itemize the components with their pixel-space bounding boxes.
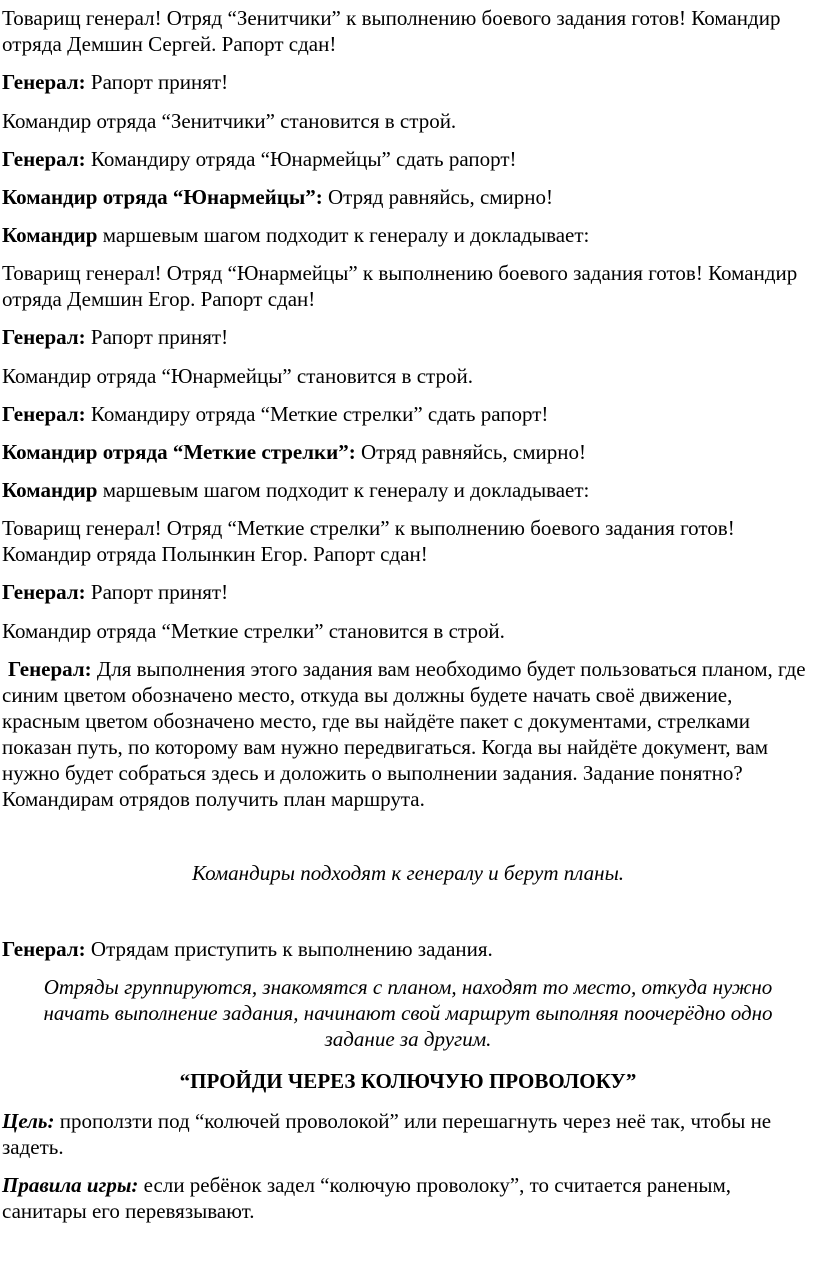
commander-command-2 <box>2 439 814 465</box>
speech-text: Командиру отряда “Юнармейцы” сдать рапорт! <box>85 147 517 171</box>
stage-direction-3: Командир отряда “Меткие стрелки” становится в строй. <box>2 619 505 643</box>
general-order-2 <box>2 401 814 427</box>
speaker-label: Генерал: <box>2 402 86 426</box>
speech-text: маршевым шагом подходит к генералу и докладывает: <box>97 223 590 247</box>
report-metkie-strelki: Товарищ генерал! Отряд “Меткие стрелки” к выполнению боевого задания готов! Командир отряда Полынкин Егор. Рапорт сдан! <box>2 516 735 566</box>
speaker-label: Командир <box>2 223 98 247</box>
goal-text: проползти под “колючей проволокой” или перешагнуть через неё так, чтобы не задеть. <box>2 1109 772 1159</box>
stage-direction-5: Отряды группируются, знакомятся с планом, находят то место, откуда нужно начать выполнение задания, начинают свой маршрут выполняя поочерёдно одно задание за другим. <box>43 975 773 1051</box>
speech-text: Рапорт принят! <box>85 70 229 94</box>
general-instructions <box>2 656 814 812</box>
speech-text: Отрядам приступить к выполнению задания. <box>85 937 493 961</box>
speaker-label: Генерал: <box>2 147 86 171</box>
speech-text: Отряд равняйсь, смирно! <box>355 440 587 464</box>
rules-text: если ребёнок задел “колючую проволоку”, то считается раненым, санитары его перевязывают. <box>2 1173 732 1223</box>
commander-action-2 <box>2 477 814 503</box>
general-order-3 <box>2 936 814 962</box>
speaker-label: Генерал: <box>8 657 92 681</box>
game-rules <box>2 1172 814 1224</box>
speech-text: Командиру отряда “Меткие стрелки” сдать рапорт! <box>85 402 549 426</box>
general-order-1 <box>2 146 814 172</box>
general-reply-3 <box>2 579 814 605</box>
speaker-label: Генерал: <box>2 70 86 94</box>
speech-text: Отряд равняйсь, смирно! <box>322 185 554 209</box>
stage-direction-4: Командиры подходят к генералу и берут планы. <box>191 861 625 885</box>
game-heading: “ПРОЙДИ ЧЕРЕЗ КОЛЮЧУЮ ПРОВОЛОКУ” <box>179 1069 637 1093</box>
stage-direction-1: Командир отряда “Зенитчики” становится в строй. <box>2 109 457 133</box>
report-zenitchiki: Товарищ генерал! Отряд “Зенитчики” к выполнению боевого задания готов! Командир отряда Демшин Сергей. Рапорт сдан! <box>2 6 781 56</box>
speech-text: Для выполнения этого задания вам необходимо будет пользоваться планом, где синим цветом обозначено место, откуда вы должны будете начать своё движение, красным цветом обозначено место, где вы найдёте пакет с документами, стрелками показан путь, по которому вам нужно передвигаться. Когда вы найдёте документ, вам нужно будет собраться здесь и доложить о выполнении задания. Задание понятно? Командирам отрядов получить план маршрута. <box>2 657 806 811</box>
speaker-label: Генерал: <box>2 325 86 349</box>
goal-label: Цель: <box>2 1109 55 1133</box>
speaker-label: Командир <box>2 478 98 502</box>
game-goal <box>2 1108 814 1160</box>
speech-text: маршевым шагом подходит к генералу и докладывает: <box>97 478 590 502</box>
speaker-label: Генерал: <box>2 580 86 604</box>
rules-label: Правила игры: <box>2 1173 139 1197</box>
speech-text: Рапорт принят! <box>85 325 229 349</box>
commander-action-1 <box>2 222 814 248</box>
stage-direction-2: Командир отряда “Юнармейцы” становится в строй. <box>2 364 473 388</box>
speaker-label: Командир отряда “Меткие стрелки”: <box>2 440 356 464</box>
general-reply-2 <box>2 324 814 350</box>
speech-text: Рапорт принят! <box>85 580 229 604</box>
speaker-label: Генерал: <box>2 937 86 961</box>
report-yunarmeitsy: Товарищ генерал! Отряд “Юнармейцы” к выполнению боевого задания готов! Командир отряда Демшин Егор. Рапорт сдан! <box>2 261 798 311</box>
commander-command-1 <box>2 184 814 210</box>
speaker-label: Командир отряда “Юнармейцы”: <box>2 185 323 209</box>
general-reply-1 <box>2 69 814 95</box>
